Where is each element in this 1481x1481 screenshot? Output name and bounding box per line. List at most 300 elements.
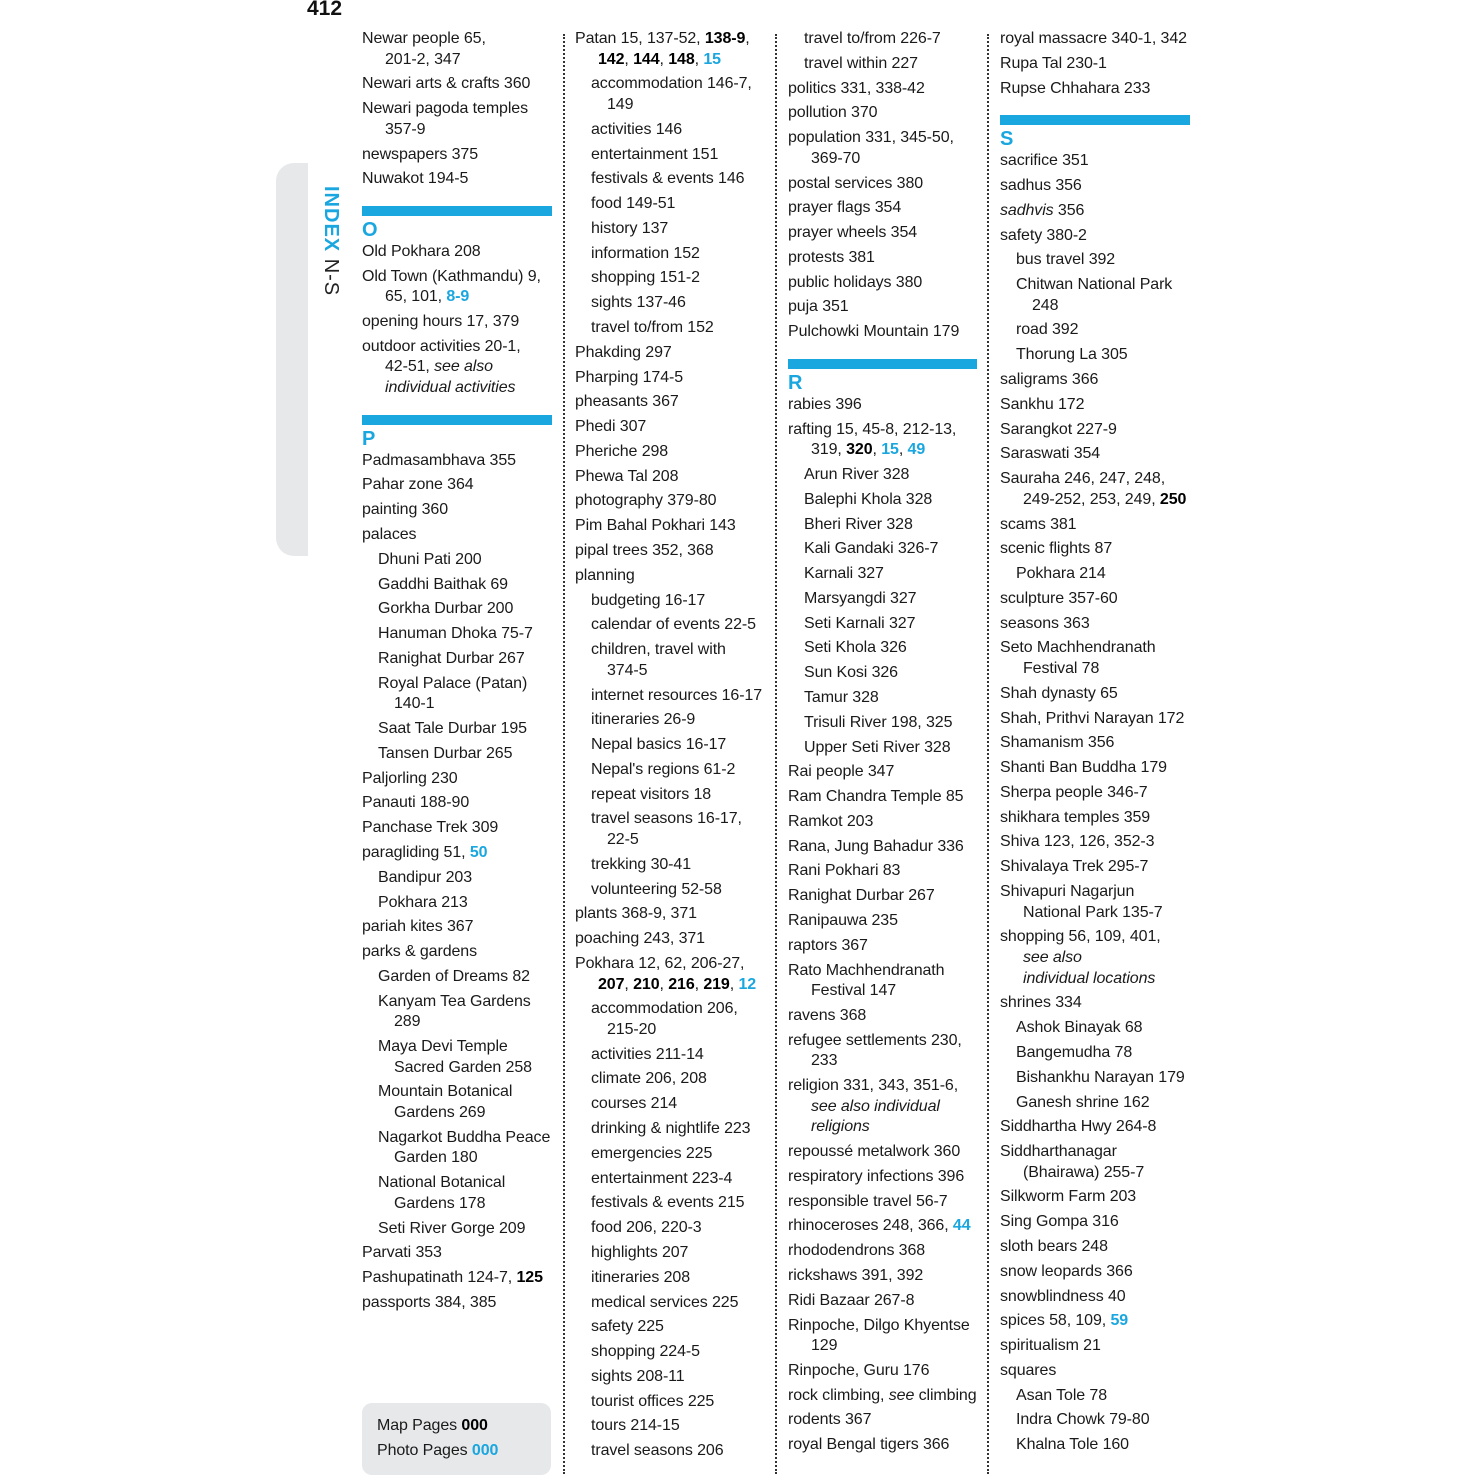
entry-text: puja 351 bbox=[788, 298, 849, 316]
entry-line bbox=[788, 395, 977, 416]
entry-text: trekking 30-41 bbox=[591, 855, 691, 873]
entry-continuation bbox=[378, 694, 552, 715]
index-entry bbox=[575, 29, 765, 70]
column-divider bbox=[987, 34, 989, 1474]
entry-line bbox=[378, 1219, 552, 1240]
index-entry bbox=[788, 1291, 977, 1312]
entry-line bbox=[591, 318, 765, 339]
cross-reference: sadhvis bbox=[1000, 201, 1054, 219]
entry-continuation bbox=[362, 378, 552, 399]
entry-text: safety 380-2 bbox=[1000, 226, 1087, 244]
index-entry bbox=[1000, 201, 1190, 222]
entry-text: Siddharthanagar bbox=[1000, 1143, 1117, 1161]
entry-line bbox=[1000, 201, 1190, 222]
entry-line bbox=[591, 640, 765, 661]
index-subentry bbox=[362, 1173, 552, 1214]
entry-text: Pheriche 298 bbox=[575, 442, 669, 460]
entry-line bbox=[575, 566, 765, 587]
entry-text: snowblindness 40 bbox=[1000, 1287, 1126, 1305]
index-entry bbox=[1000, 709, 1190, 730]
entry-line bbox=[362, 1268, 552, 1289]
entry-line bbox=[362, 818, 552, 839]
entry-text: Saraswati 354 bbox=[1000, 445, 1101, 463]
index-entry bbox=[1000, 29, 1190, 50]
index-entry bbox=[788, 395, 977, 416]
entry-text: festivals & events 146 bbox=[591, 170, 745, 188]
index-subentry bbox=[575, 1342, 765, 1363]
entry-text: Indra Chowk 79-80 bbox=[1016, 1411, 1150, 1429]
entry-text: Ganesh shrine 162 bbox=[1016, 1093, 1150, 1111]
entry-line bbox=[788, 762, 977, 783]
entry-text: Shah dynasty 65 bbox=[1000, 684, 1118, 702]
column-divider bbox=[775, 34, 777, 1474]
entry-text: 149 bbox=[607, 95, 634, 113]
entry-text: Gardens 178 bbox=[394, 1194, 486, 1212]
entry-line bbox=[804, 539, 977, 560]
entry-text: Nagarkot Buddha Peace bbox=[378, 1128, 551, 1146]
entry-text: Asan Tole 78 bbox=[1016, 1386, 1108, 1404]
index-subentry bbox=[1000, 250, 1190, 271]
index-subentry bbox=[575, 1243, 765, 1264]
entry-line bbox=[362, 145, 552, 166]
index-subentry bbox=[788, 515, 977, 536]
index-entry bbox=[1000, 1311, 1190, 1332]
entry-text: , bbox=[745, 30, 750, 47]
entry-line bbox=[788, 248, 977, 269]
entry-line bbox=[788, 273, 977, 294]
entry-text: 249-252, 253, 249, bbox=[1023, 490, 1160, 508]
index-subentry bbox=[575, 268, 765, 289]
entry-line bbox=[788, 861, 977, 882]
entry-continuation bbox=[575, 975, 765, 996]
entry-line bbox=[362, 1243, 552, 1264]
map-page-ref: 125 bbox=[516, 1269, 543, 1287]
entry-line bbox=[378, 1082, 552, 1103]
entry-line bbox=[804, 713, 977, 734]
entry-text: politics 331, 338-42 bbox=[788, 79, 925, 97]
entry-text: Pahar zone 364 bbox=[362, 476, 474, 494]
index-entry bbox=[1000, 1187, 1190, 1208]
index-subentry bbox=[788, 564, 977, 585]
entry-text: seasons 363 bbox=[1000, 614, 1090, 632]
entry-line bbox=[378, 1128, 552, 1149]
index-entry bbox=[362, 818, 552, 839]
entry-text: Rai people 347 bbox=[788, 763, 895, 781]
entry-continuation bbox=[1000, 948, 1190, 969]
entry-text: Phakding 297 bbox=[575, 343, 672, 361]
entry-line bbox=[591, 591, 765, 612]
entry-line bbox=[362, 793, 552, 814]
entry-line bbox=[788, 1266, 977, 1287]
index-subentry bbox=[575, 760, 765, 781]
entry-text: protests 381 bbox=[788, 248, 875, 266]
entry-line bbox=[1000, 1142, 1190, 1163]
entry-text: squares bbox=[1000, 1361, 1057, 1379]
index-entry bbox=[788, 103, 977, 124]
entry-text: photography 379-80 bbox=[575, 492, 717, 510]
entry-text: Silkworm Farm 203 bbox=[1000, 1188, 1137, 1206]
index-subentry bbox=[788, 589, 977, 610]
entry-text: sloth bears 248 bbox=[1000, 1238, 1108, 1255]
index-subentry bbox=[575, 1193, 765, 1214]
entry-text: Bheri River 328 bbox=[804, 515, 913, 533]
index-entry bbox=[788, 1167, 977, 1188]
entry-text: Ashok Binayak 68 bbox=[1016, 1019, 1143, 1037]
entry-line bbox=[591, 1416, 765, 1437]
entry-line bbox=[788, 1435, 977, 1456]
index-subentry bbox=[1000, 1093, 1190, 1114]
index-entry bbox=[1000, 1142, 1190, 1183]
cross-reference: individual activities bbox=[385, 379, 516, 397]
entry-line bbox=[788, 1316, 977, 1337]
entry-text: opening hours 17, 379 bbox=[362, 313, 520, 331]
entry-text: Newari arts & crafts 360 bbox=[362, 75, 531, 93]
entry-text: repeat visitors 18 bbox=[591, 785, 712, 803]
entry-line bbox=[591, 1144, 765, 1165]
entry-text: 65, 101, bbox=[385, 288, 447, 306]
entry-continuation bbox=[788, 1097, 977, 1118]
entry-text: bus travel 392 bbox=[1016, 251, 1116, 269]
index-entry bbox=[575, 442, 765, 463]
entry-text: Garden of Dreams 82 bbox=[378, 967, 530, 985]
entry-line bbox=[1016, 1386, 1190, 1407]
entry-text: 42-51, bbox=[385, 358, 435, 376]
entry-text: Pashupatinath 124-7, bbox=[362, 1269, 517, 1287]
entry-line bbox=[804, 515, 977, 536]
map-pages-value: 000 bbox=[461, 1417, 488, 1434]
section-letter: P bbox=[362, 427, 376, 450]
index-subentry bbox=[1000, 320, 1190, 341]
entry-line bbox=[788, 198, 977, 219]
index-entry bbox=[788, 1361, 977, 1382]
index-side-tab bbox=[276, 163, 308, 556]
entry-line bbox=[788, 1076, 977, 1097]
index-entry bbox=[362, 451, 552, 472]
entry-line bbox=[788, 1361, 977, 1382]
entry-text: road 392 bbox=[1016, 321, 1079, 339]
entry-line bbox=[378, 1037, 552, 1058]
entry-text: Ranighat Durbar 267 bbox=[788, 887, 935, 905]
entry-line bbox=[1000, 444, 1190, 465]
section-bar bbox=[362, 415, 552, 425]
entry-text: Pokhara 213 bbox=[378, 893, 468, 911]
index-subentry bbox=[575, 880, 765, 901]
index-entry bbox=[1000, 370, 1190, 391]
index-subentry bbox=[575, 1367, 765, 1388]
index-entry bbox=[1000, 1262, 1190, 1283]
entry-text: palaces bbox=[362, 525, 417, 543]
index-entry bbox=[788, 861, 977, 882]
entry-line bbox=[362, 843, 552, 864]
entry-line bbox=[362, 500, 552, 521]
index-subentry bbox=[575, 686, 765, 707]
entry-text: Bangemudha 78 bbox=[1016, 1043, 1133, 1061]
entry-text: shopping 224-5 bbox=[591, 1343, 700, 1361]
index-subentry bbox=[575, 1218, 765, 1239]
entry-text: courses 214 bbox=[591, 1095, 678, 1113]
entry-text: Shiva 123, 126, 352-3 bbox=[1000, 833, 1155, 851]
index-entry bbox=[1000, 176, 1190, 197]
entry-line bbox=[788, 322, 977, 343]
entry-text: scenic flights 87 bbox=[1000, 540, 1113, 558]
index-entry bbox=[788, 1192, 977, 1213]
index-entry bbox=[1000, 993, 1190, 1014]
column-divider bbox=[563, 34, 565, 1474]
index-entry bbox=[1000, 1287, 1190, 1308]
index-entry bbox=[362, 769, 552, 790]
entry-line bbox=[1000, 733, 1190, 754]
index-subentry bbox=[575, 999, 765, 1040]
entry-text: Nepal basics 16-17 bbox=[591, 736, 727, 754]
map-page-ref: 210 bbox=[633, 975, 660, 993]
entry-text: 129 bbox=[811, 1337, 838, 1355]
index-subentry bbox=[575, 615, 765, 636]
index-entry bbox=[788, 1216, 977, 1237]
index-subentry bbox=[575, 169, 765, 190]
section-letter: O bbox=[362, 218, 378, 241]
index-subentry bbox=[575, 1069, 765, 1090]
entry-text: Gardens 269 bbox=[394, 1103, 486, 1121]
entry-line bbox=[804, 490, 977, 511]
entry-line bbox=[1000, 638, 1190, 659]
entry-line bbox=[362, 769, 552, 790]
index-entry bbox=[788, 223, 977, 244]
entry-text: , bbox=[872, 441, 882, 459]
entry-line bbox=[591, 219, 765, 240]
index-tab-range: N-S bbox=[320, 258, 342, 297]
entry-text: travel within 227 bbox=[804, 54, 918, 72]
entry-text: Thorung La 305 bbox=[1016, 346, 1128, 364]
index-entry bbox=[1000, 79, 1190, 100]
index-column-2 bbox=[575, 29, 765, 1466]
index-entry bbox=[362, 1268, 552, 1289]
index-entry bbox=[1000, 882, 1190, 923]
entry-text: Pulchowki Mountain 179 bbox=[788, 323, 960, 341]
entry-text: tourist offices 225 bbox=[591, 1392, 715, 1410]
entry-line bbox=[575, 467, 765, 488]
entry-line bbox=[1000, 709, 1190, 730]
index-entry bbox=[575, 417, 765, 438]
index-entry bbox=[788, 886, 977, 907]
entry-continuation bbox=[378, 1194, 552, 1215]
entry-line bbox=[575, 417, 765, 438]
index-entry bbox=[788, 1435, 977, 1456]
entry-text: (Bhairawa) 255-7 bbox=[1023, 1163, 1145, 1181]
entry-line bbox=[575, 541, 765, 562]
entry-continuation bbox=[591, 95, 765, 116]
entry-line bbox=[1000, 176, 1190, 197]
entry-line bbox=[788, 1216, 977, 1237]
index-subentry bbox=[1000, 564, 1190, 585]
map-page-ref: 216 bbox=[668, 975, 695, 993]
entry-line bbox=[804, 589, 977, 610]
entry-text: Gaddhi Baithak 69 bbox=[378, 575, 508, 593]
entry-line bbox=[575, 343, 765, 364]
entry-text: 319, bbox=[811, 441, 847, 459]
map-page-ref: 144 bbox=[633, 50, 660, 68]
index-subentry bbox=[788, 738, 977, 759]
entry-text: Rupse Chhahara 233 bbox=[1000, 79, 1151, 97]
index-subentry bbox=[788, 638, 977, 659]
entry-line bbox=[362, 942, 552, 963]
entry-text: pheasants 367 bbox=[575, 393, 679, 411]
entry-line bbox=[1000, 79, 1190, 100]
index-subentry bbox=[362, 1219, 552, 1240]
index-entry bbox=[362, 793, 552, 814]
index-entry bbox=[1000, 1237, 1190, 1258]
entry-continuation bbox=[362, 50, 552, 71]
index-subentry bbox=[362, 624, 552, 645]
photo-page-ref: 50 bbox=[469, 843, 488, 861]
entry-line bbox=[788, 936, 977, 957]
entry-line bbox=[591, 1045, 765, 1066]
index-subentry bbox=[575, 244, 765, 265]
index-entry bbox=[362, 500, 552, 521]
entry-text: respiratory infections 396 bbox=[788, 1167, 965, 1185]
entry-text: rodents 367 bbox=[788, 1411, 872, 1429]
entry-line bbox=[788, 787, 977, 808]
index-subentry bbox=[1000, 1386, 1190, 1407]
index-entry bbox=[1000, 808, 1190, 829]
index-column-1 bbox=[362, 29, 552, 1318]
entry-text: Nepal's regions 61-2 bbox=[591, 760, 736, 778]
entry-text: Sun Kosi 326 bbox=[804, 664, 898, 682]
entry-text: Seti River Gorge 209 bbox=[378, 1219, 526, 1237]
entry-text: highlights 207 bbox=[591, 1243, 689, 1261]
index-subentry bbox=[575, 74, 765, 115]
entry-text: Pharping 174-5 bbox=[575, 368, 684, 386]
entry-text: Hanuman Dhoka 75-7 bbox=[378, 625, 533, 643]
entry-text: plants 368-9, 371 bbox=[575, 905, 697, 923]
entry-line bbox=[591, 1367, 765, 1388]
entry-text: shopping 56, 109, 401, bbox=[1000, 928, 1161, 946]
index-entry bbox=[1000, 395, 1190, 416]
cross-reference: see also bbox=[434, 358, 493, 376]
entry-text: Karnali 327 bbox=[804, 565, 884, 583]
entry-line bbox=[1000, 1117, 1190, 1138]
entry-text: , bbox=[729, 975, 739, 993]
photo-page-ref: 49 bbox=[907, 441, 926, 459]
entry-text: Nuwakot 194-5 bbox=[362, 170, 469, 188]
entry-text: Pokhara 214 bbox=[1016, 565, 1106, 583]
entry-line bbox=[362, 267, 552, 288]
entry-text: Trisuli River 198, 325 bbox=[804, 713, 953, 731]
index-entry bbox=[1000, 638, 1190, 679]
index-entry bbox=[788, 198, 977, 219]
entry-line bbox=[788, 174, 977, 195]
entry-line bbox=[575, 929, 765, 950]
entry-text: Ram Chandra Temple 85 bbox=[788, 788, 964, 806]
index-subentry bbox=[788, 539, 977, 560]
index-entry bbox=[788, 936, 977, 957]
index-subentry bbox=[788, 29, 977, 50]
entry-text: Rinpoche, Guru 176 bbox=[788, 1361, 930, 1379]
entry-text: Sing Gompa 316 bbox=[1000, 1213, 1119, 1231]
index-entry bbox=[362, 843, 552, 864]
index-entry bbox=[362, 242, 552, 263]
entry-line bbox=[788, 1192, 977, 1213]
entry-text: Ramkot 203 bbox=[788, 812, 874, 830]
entry-line bbox=[591, 1069, 765, 1090]
entry-text: Balephi Khola 328 bbox=[804, 490, 933, 508]
entry-text: Ridi Bazaar 267-8 bbox=[788, 1291, 915, 1309]
entry-continuation bbox=[1000, 490, 1190, 511]
entry-line bbox=[1000, 370, 1190, 391]
entry-line bbox=[591, 1293, 765, 1314]
index-subentry bbox=[575, 735, 765, 756]
entry-text: rhododendrons 368 bbox=[788, 1242, 926, 1260]
index-entry bbox=[362, 475, 552, 496]
entry-line bbox=[1000, 1361, 1190, 1382]
entry-line bbox=[1000, 226, 1190, 247]
index-entry bbox=[575, 343, 765, 364]
section-bar bbox=[362, 206, 552, 216]
entry-text: 357-9 bbox=[385, 120, 426, 138]
entry-text: prayer wheels 354 bbox=[788, 224, 918, 242]
entry-text: 356 bbox=[1053, 201, 1085, 219]
entry-text: pollution 370 bbox=[788, 104, 878, 122]
entry-line bbox=[804, 663, 977, 684]
entry-line bbox=[1000, 857, 1190, 878]
entry-line bbox=[591, 1441, 765, 1462]
index-subentry bbox=[1000, 1410, 1190, 1431]
entry-text: shikhara temples 359 bbox=[1000, 808, 1151, 826]
entry-text: sights 137-46 bbox=[591, 294, 686, 312]
entry-text: , bbox=[624, 975, 634, 993]
entry-text: information 152 bbox=[591, 244, 700, 262]
entry-text: Rana, Jung Bahadur 336 bbox=[788, 837, 964, 855]
entry-line bbox=[1000, 395, 1190, 416]
photo-pages-value: 000 bbox=[471, 1442, 499, 1459]
entry-text: ravens 368 bbox=[788, 1006, 867, 1024]
index-entry bbox=[788, 1142, 977, 1163]
index-subentry bbox=[575, 120, 765, 141]
entry-line bbox=[591, 1169, 765, 1190]
entry-line bbox=[591, 1243, 765, 1264]
entry-text: population 331, 345-50, bbox=[788, 129, 954, 147]
index-entry bbox=[788, 812, 977, 833]
entry-continuation bbox=[1000, 659, 1190, 680]
entry-text: itineraries 26-9 bbox=[591, 711, 696, 729]
entry-text: 248 bbox=[1032, 296, 1059, 314]
map-page-ref: 219 bbox=[703, 975, 730, 993]
index-subentry bbox=[1000, 1043, 1190, 1064]
index-entry bbox=[362, 145, 552, 166]
entry-line bbox=[1000, 614, 1190, 635]
entry-line bbox=[378, 868, 552, 889]
index-entry bbox=[1000, 54, 1190, 75]
index-entry bbox=[362, 99, 552, 140]
entry-line bbox=[575, 368, 765, 389]
entry-text: National Botanical bbox=[378, 1174, 506, 1192]
entry-line bbox=[1000, 993, 1190, 1014]
entry-line bbox=[362, 312, 552, 333]
index-subentry bbox=[575, 855, 765, 876]
photo-page-ref: 15 bbox=[703, 50, 721, 68]
entry-text: sculpture 357-60 bbox=[1000, 589, 1118, 607]
index-subentry bbox=[362, 674, 552, 715]
index-subentry bbox=[575, 1169, 765, 1190]
index-entry bbox=[788, 1031, 977, 1072]
entry-text: history 137 bbox=[591, 219, 669, 237]
entry-line bbox=[1000, 808, 1190, 829]
entry-line bbox=[591, 74, 765, 95]
entry-line bbox=[1000, 1287, 1190, 1308]
index-entry bbox=[1000, 857, 1190, 878]
entry-line bbox=[591, 686, 765, 707]
entry-text: repoussé metalwork 360 bbox=[788, 1143, 961, 1161]
entry-continuation bbox=[1000, 1163, 1190, 1184]
